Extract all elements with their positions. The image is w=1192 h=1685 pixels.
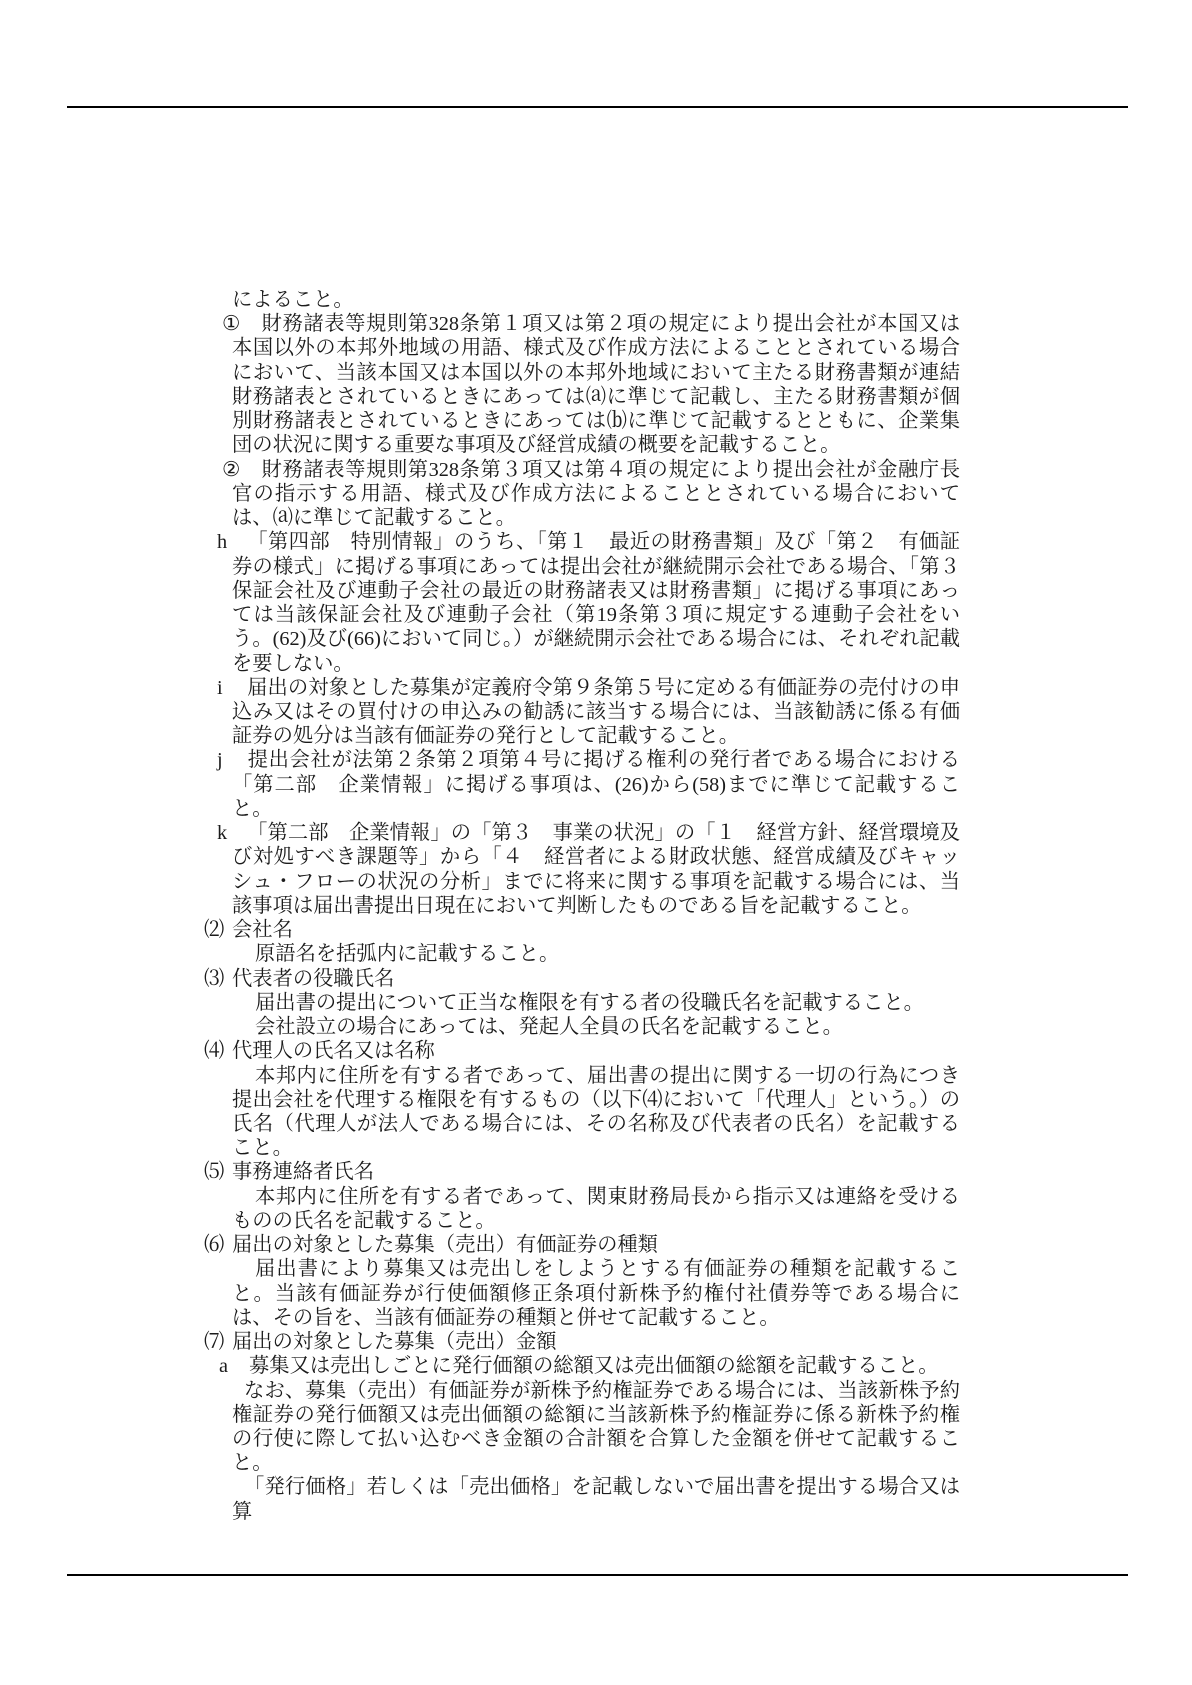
paragraph-text: 本邦内に住所を有する者であって、届出書の提出に関する一切の行為につき提出会社を代理する権限を有するもの（以下⑷において「代理人」という。）の氏名（代理人が法人である場合には、その名称及び代表者の氏名）を記載すること。 — [232, 1064, 960, 1160]
item-2-heading — [204, 918, 960, 942]
bottom-rule — [67, 1574, 1128, 1576]
item-marker: ⑷ — [204, 1040, 225, 1063]
paragraph-text: 原語名を括弧内に記載すること。 — [255, 943, 560, 966]
item-7-heading — [204, 1330, 960, 1354]
item-heading-text: 代理人の氏名又は名称 — [232, 1040, 435, 1063]
item-4-heading — [204, 1039, 960, 1063]
item-2-body — [232, 942, 960, 966]
paragraph-text: 届出書により募集又は売出しをしようとする有価証券の種類を記載すること。当該有価証券が行使価額修正条項付新株予約権付社債券等である場合には、その旨を、当該有価証券の種類と併せて記載すること。 — [232, 1258, 960, 1329]
paragraph-text: なお、募集（売出）有価証券が新株予約権証券である場合には、当該新株予約権証券の発行価額又は売出価額の総額に当該新株予約権証券に係る新株予約権の行使に際して払い込むべき金額の合計額を合算した金額を併せて記載すること。 — [232, 1379, 960, 1475]
list-item-k — [217, 821, 960, 918]
top-rule — [67, 106, 1128, 108]
item-marker: ⑸ — [204, 1161, 225, 1184]
item-heading-text: 事務連絡者氏名 — [232, 1161, 374, 1184]
item-3-body-2 — [232, 1015, 960, 1039]
list-item-circle-2 — [222, 458, 960, 531]
continued-line — [232, 288, 960, 312]
item-heading-text: 代表者の役職氏名 — [232, 967, 395, 990]
item-a-body — [232, 1379, 960, 1476]
list-item-h — [217, 530, 981, 675]
item-6-heading — [204, 1233, 960, 1257]
item-5-body — [232, 1185, 960, 1233]
paragraph-text: 届出書の提出について正当な権限を有する者の役職氏名を記載すること。 — [255, 991, 924, 1014]
item-6-body — [232, 1257, 960, 1330]
item-4-body — [232, 1064, 960, 1161]
item-marker: a — [219, 1355, 229, 1378]
item-marker: ① — [222, 313, 241, 336]
paragraph-text: 「第二部 企業情報」の「第３ 事業の状況」の「１ 経営方針、経営環境及び対処すべき課題等」から「４ 経営者による財政状態、経営成績及びキャッシュ・フローの状況の分析」までに将来に関する事項を記載する場合には、当該事項は届出書提出日現在において判断したものである旨を記載すること。 — [232, 822, 960, 917]
item-marker: ② — [222, 458, 241, 481]
paragraph-text: 届出の対象とした募集が定義府令第９条第５号に定める有価証券の売付けの申込み又はその買付けの申込みの勧誘に該当する場合には、当該勧誘に係る有価証券の処分は当該有価証券の発行として記載すること。 — [232, 676, 960, 748]
paragraph-text: 提出会社が法第２条第２項第４号に掲げる権利の発行者である場合における「第二部 企業情報」に掲げる事項は、(26)から(58)までに準じて記載すること。 — [232, 749, 960, 820]
item-3-heading — [204, 967, 960, 991]
item-marker: ⑶ — [204, 967, 225, 990]
item-marker: ⑵ — [204, 919, 225, 942]
item-marker: j — [217, 749, 223, 772]
paragraph-text: 財務諸表等規則第328条第１項又は第２項の規定により提出会社が本国又は本国以外の本邦外地域の用語、様式及び作成方法によることとされている場合において、当該本国又は本国以外の本邦外地域において主たる財務書類が連結財務諸表とされているときにあっては⒜に準じて記載し、主たる財務書類が個別財務諸表とされているときにあっては⒝に準じて記載するとともに、企業集団の状況に関する重要な事項及び経営成績の概要を記載すること。 — [232, 313, 960, 457]
item-heading-text: 会社名 — [232, 919, 293, 942]
item-marker: ⑹ — [204, 1234, 225, 1257]
paragraph-text: 「第四部 特別情報」のうち、「第１ 最近の財務書類」及び「第２ 有価証券の様式」に掲げる事項にあっては提出会社が継続開示会社である場合、「第３ 保証会社及び連動子会社の最近の財務諸表又は財務書類」に掲げる事項にあっては当該保証会社及び連動子会社（第19条第３項に規定する連動子会社をいう。(62)及び(66)において同じ。）が継続開示会社である場合には、それぞれ記載を要しない。 — [232, 531, 981, 675]
item-heading-text: 届出の対象とした募集（売出）有価証券の種類 — [232, 1234, 658, 1257]
paragraph-text: によること。 — [232, 289, 354, 311]
item-a-body-2 — [232, 1475, 960, 1523]
paragraph-text: 財務諸表等規則第328条第３項又は第４項の規定により提出会社が金融庁長官の指示する用語、様式及び作成方法によることとされている場合においては、⒜に準じて記載すること。 — [232, 458, 960, 530]
item-marker: h — [217, 531, 228, 554]
paragraph-text: 会社設立の場合にあっては、発起人全員の氏名を記載すること。 — [255, 1016, 843, 1039]
item-3-body — [232, 991, 960, 1015]
item-marker: k — [217, 822, 228, 845]
list-item-circle-1 — [222, 312, 960, 457]
item-5-heading — [204, 1160, 960, 1184]
paragraph-text: 「発行価格」若しくは「売出価格」を記載しないで届出書を提出する場合又は算 — [232, 1476, 960, 1523]
list-item-a — [219, 1354, 960, 1378]
list-item-i — [217, 676, 960, 749]
item-marker: ⑺ — [204, 1331, 225, 1354]
list-item-j — [217, 748, 960, 821]
item-heading-text: 届出の対象とした募集（売出）金額 — [232, 1331, 557, 1354]
paragraph-text: 募集又は売出しごとに発行価額の総額又は売出価額の総額を記載すること。 — [249, 1355, 939, 1378]
document-content — [204, 288, 981, 1524]
paragraph-text: 本邦内に住所を有する者であって、関東財務局長から指示又は連絡を受けるものの氏名を記載すること。 — [232, 1185, 960, 1232]
item-marker: i — [217, 676, 223, 699]
